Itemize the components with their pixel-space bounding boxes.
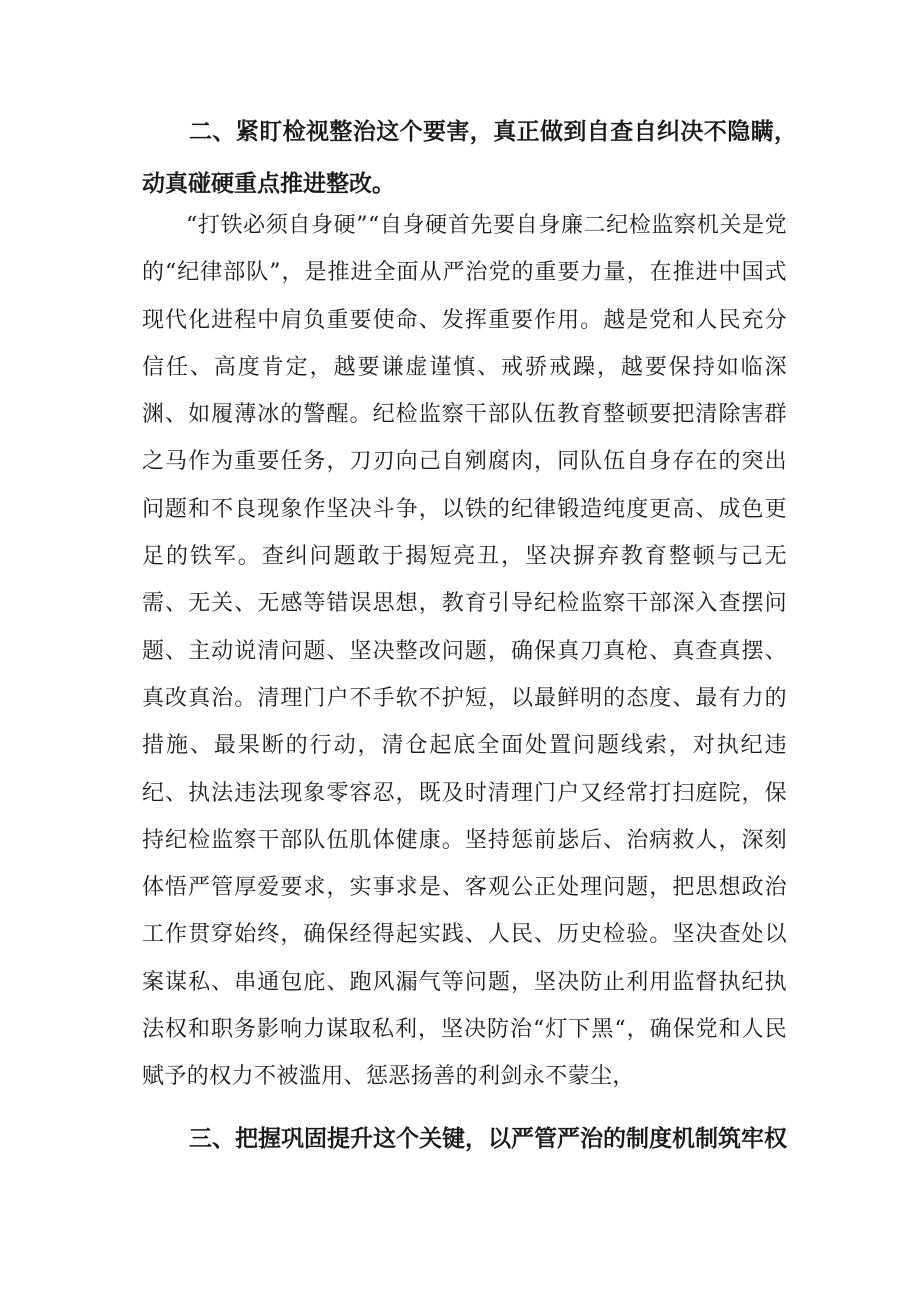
section-3-heading: 三、把握巩固提升这个关键，以严管严治的制度机制筑牢权 [189,1126,787,1152]
section-2-body-paragraph: “打铁必须自身硬”“自身硬首先要自身廉二纪检监察机关是党的“纪律部队”，是推进全面从严治党的重要力量，在推进中国式现代化进程中肩负重要使命、发挥重要作用。越是党和人民充分信任、高度肯定，越要谦虚谨慎、戒骄戒躁，越要保持如临深渊、如履薄冰的警醒。纪检监察干部队伍教育整顿要把清除害群之马作为重要任务，刀刃向己自剜腐肉，同队伍自身存在的突出问题和不良现象作坚决斗争，以铁的纪律锻造纯度更高、成色更足的铁军。查纠问题敢于揭短亮丑，坚决摒弃教育整顿与己无需、无关、无感等错误思想，教育引导纪检监察干部深入查摆问题、主动说清问题、坚决整改问题，确保真刀真枪、真查真摆、真改真治。清理门户不手软不护短，以最鲜明的态度、最有力的措施、最果断的行动，清仓起底全面处置问题线索，对执纪违纪、执法违法现象零容忍，既及时清理门户又经常打扫庭院，保持纪检监察干部队伍肌体健康。坚持惩前毖后、治病救人，深刻体悟严管厚爱要求，实事求是、客观公正处理问题，把思想政治工作贯穿始终，确保经得起实践、人民、历史检验。坚决查处以案谋私、串通包庇、跑风漏气等问题，坚决防止利用监督执纪执法权和职务影响力谋取私利，坚决防治“灯下黑“，确保党和人民赋予的权力不被滥用、惩恶扬善的利剑永不蒙尘， [142,213,787,1090]
section-2-heading: 二、紧盯检视整治这个要害，真正做到自查自纠决不隐瞒，动真碰硬重点推进整改。 [142,119,797,197]
